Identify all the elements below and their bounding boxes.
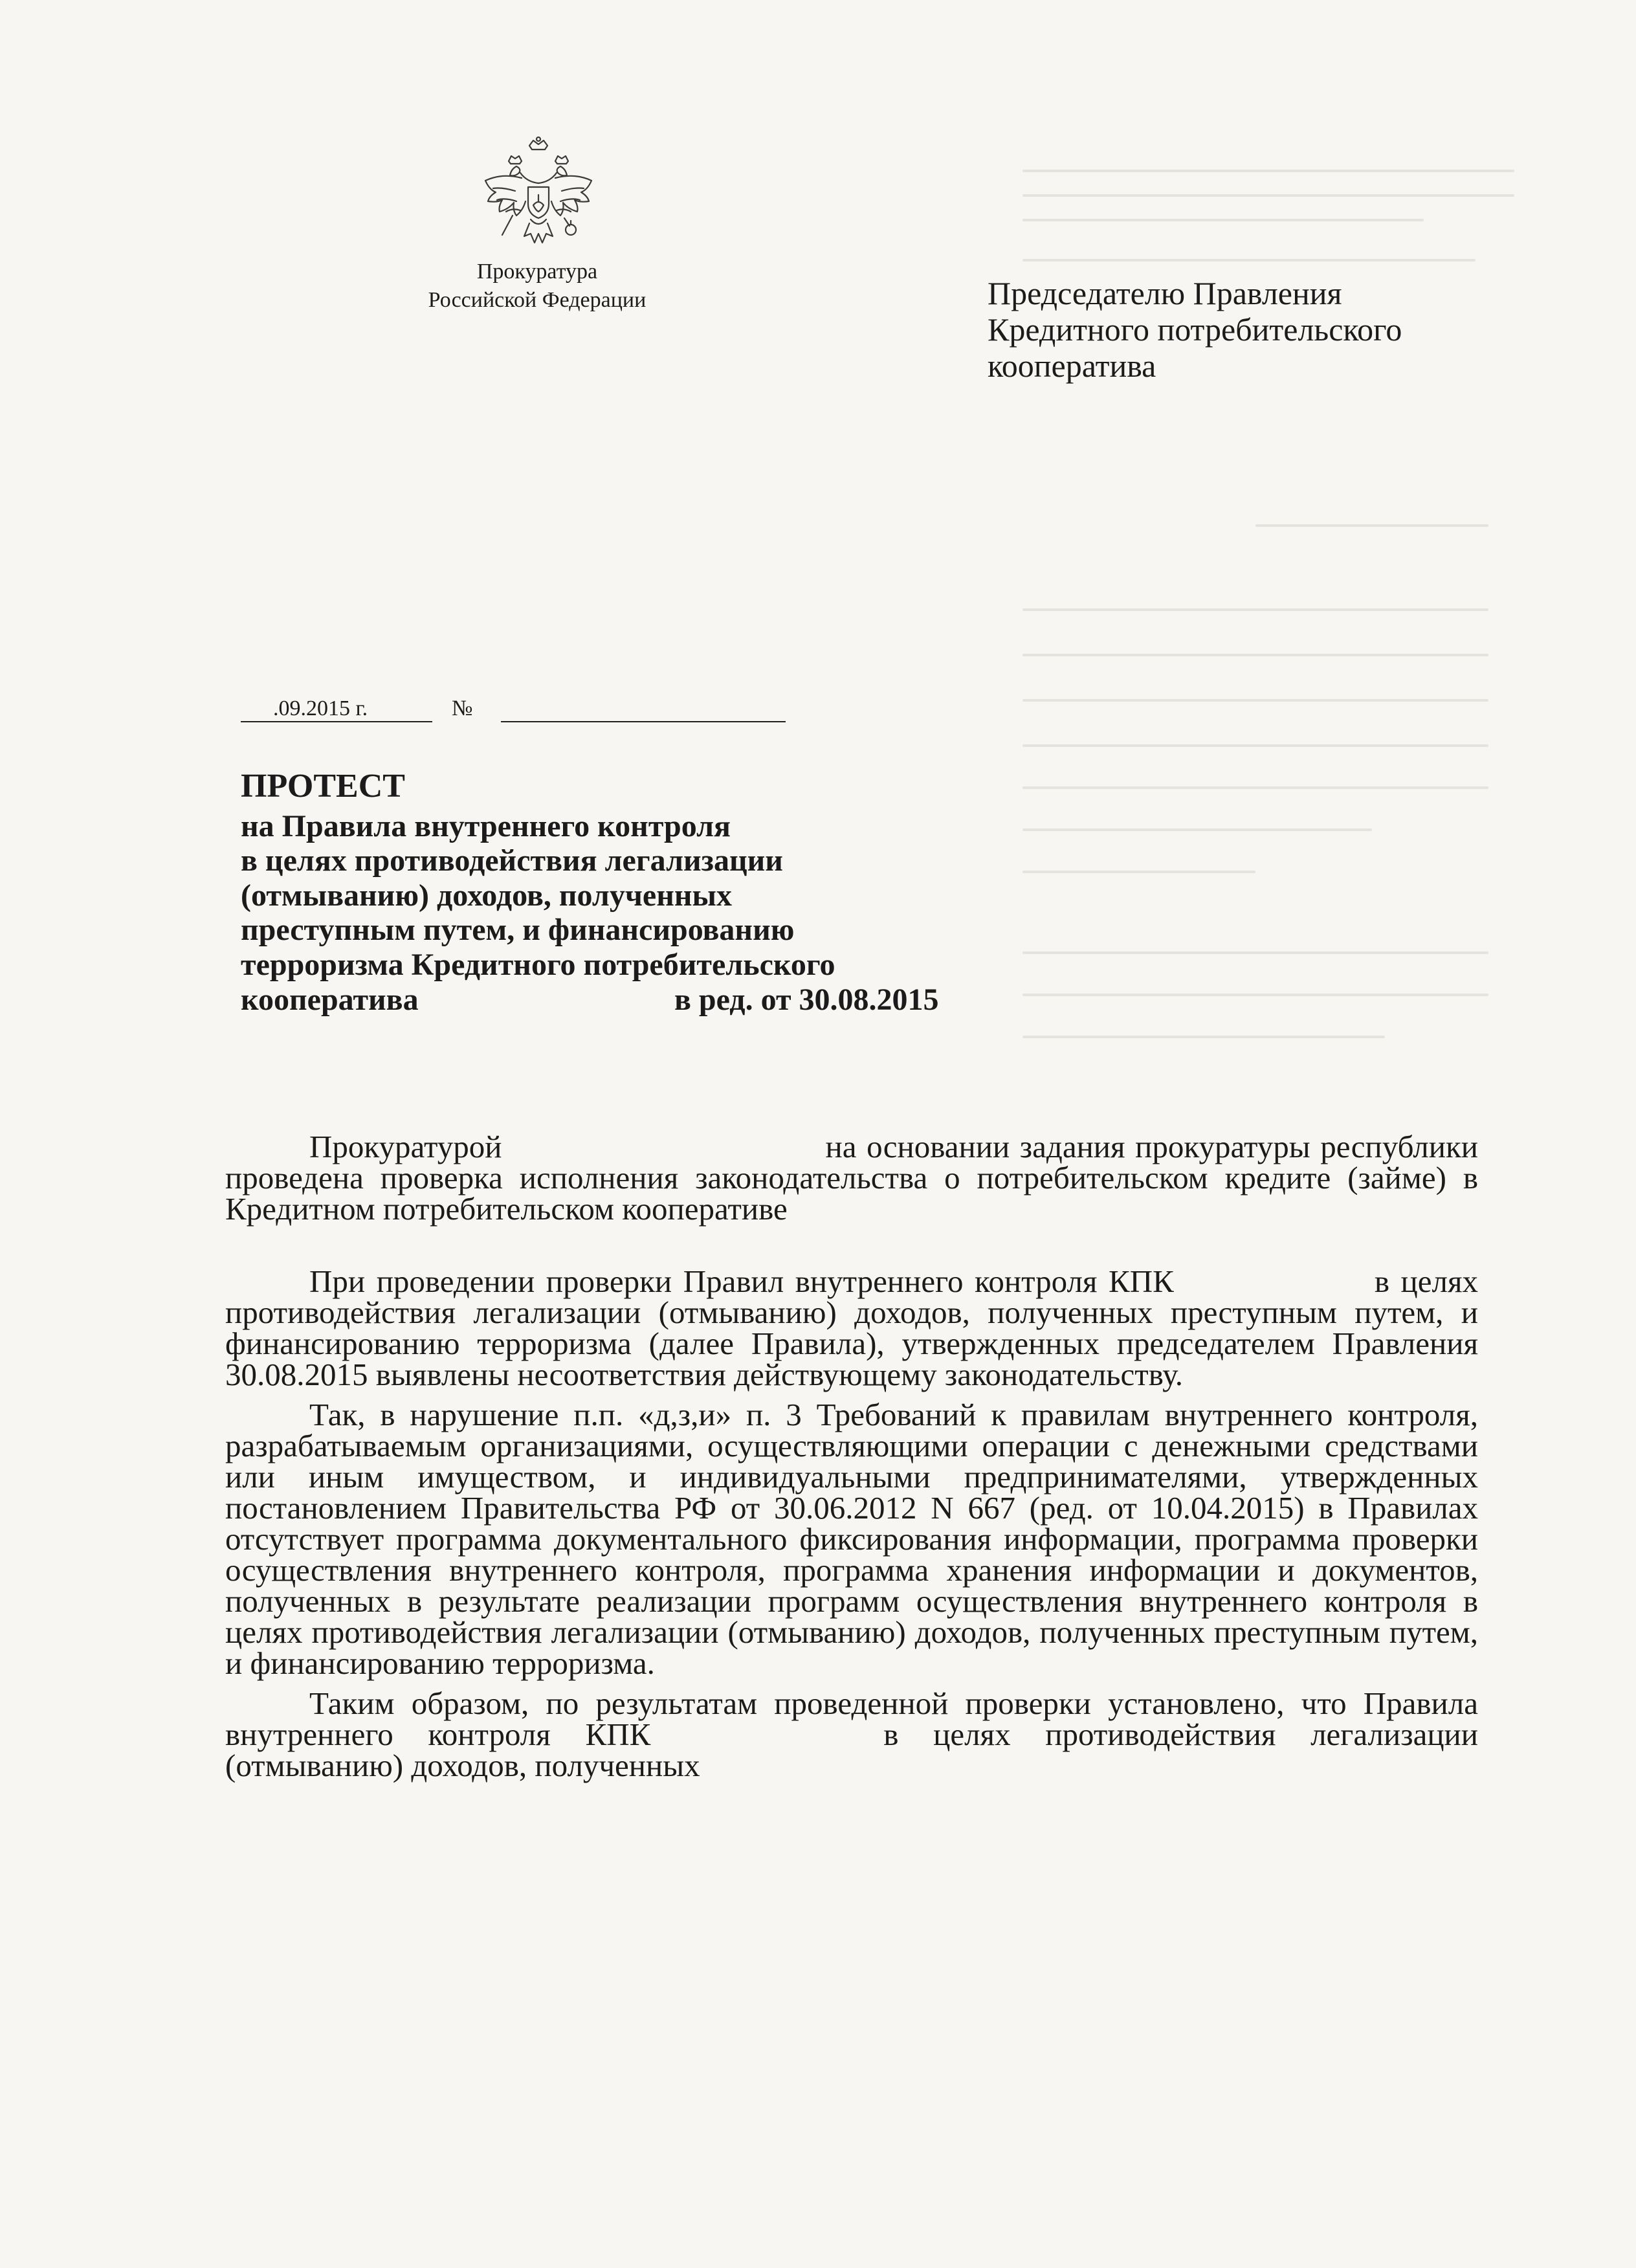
- title-line: в целях противодействия легализации: [241, 843, 783, 878]
- paragraph-2-rest: в целях противодействия легализации (отмыванию) доходов, полученных преступным путем, и финансированию терроризма (далее Правила), утвержденных председателем Правления 30.08.2015 выявлены несоответствия действующему законодательству.: [225, 1263, 1478, 1392]
- number-blank-line: [501, 696, 786, 722]
- number-label: №: [452, 696, 473, 720]
- bleed-through-mark: [1022, 951, 1488, 954]
- bleed-through-mark: [1022, 219, 1424, 221]
- bleed-through-mark: [1022, 994, 1488, 996]
- addressee-line-1: Председателю Правления: [988, 275, 1342, 311]
- bleed-through-mark: [1022, 654, 1488, 656]
- title-line: (отмыванию) доходов, полученных: [241, 878, 732, 913]
- bleed-through-mark: [1022, 699, 1488, 702]
- title-last-row: [241, 983, 1017, 1017]
- paragraph-1-rest: на основании задания прокуратуры республики проведена проверка исполнения законодательства о потребительском кредите (займе) в Кредитном потребительском кооперативе: [225, 1129, 1478, 1227]
- title-line: преступным путем, и финансированию: [241, 913, 795, 948]
- paragraph-4: [225, 1685, 1478, 1783]
- paragraph-1: [225, 1131, 1478, 1225]
- paragraph-2-start: При проведении проверки Правил внутреннего контроля КПК: [309, 1263, 1174, 1299]
- bleed-through-mark: [1022, 194, 1514, 197]
- document-body: [225, 1131, 1478, 1790]
- title-heading: ПРОТЕСТ: [241, 768, 405, 805]
- title-line: кооператива: [241, 982, 419, 1017]
- bleed-through-mark: [1022, 786, 1488, 789]
- bleed-through-mark: [1022, 608, 1488, 611]
- bleed-through-mark: [1022, 828, 1372, 831]
- bleed-through-mark: [1255, 524, 1488, 527]
- paragraph-3: Так, в нарушение п.п. «д,з,и» п. 3 Требований к правилам внутреннего контроля, разрабатываемым организациями, осуществляющими операции с денежными средствами или иным имуществом, и индивидуальными предпринимателями, утвержденных постановлением Правительства РФ от 30.06.2012 N 667 (ред. от 10.04.2015) в Правилах отсутствует программа документального фиксирования информации, программа проверки осуществления внутреннего контроля, программа хранения информации и документов, полученных в результате реализации программ осуществления внутреннего контроля в целях противодействия легализации (отмыванию) доходов, полученных преступным путем, и финансированию терроризма.: [225, 1397, 1478, 1681]
- addressee-block: [988, 275, 1570, 384]
- bleed-through-mark: [1022, 744, 1488, 747]
- paragraph-4-start: Таким образом, по результатам проведенной проверки установлено, что Правила внутреннего контроля КПК: [225, 1685, 1478, 1752]
- double-headed-eagle-emblem-icon: [474, 133, 603, 262]
- document-title: [241, 769, 1017, 1017]
- paragraph-1-start: Прокуратурой: [309, 1129, 502, 1164]
- bleed-through-mark: [1022, 259, 1476, 261]
- org-line-2: Российской Федерации: [428, 288, 647, 312]
- org-line-1: Прокуратура: [476, 260, 598, 284]
- bleed-through-mark: [1022, 1036, 1385, 1038]
- document-date: .09.2015 г.: [241, 696, 432, 722]
- paragraph-2: [225, 1263, 1478, 1392]
- date-number-line: [241, 696, 786, 722]
- title-line: терроризма Кредитного потребительского: [241, 947, 835, 982]
- title-line: на Правила внутреннего контроля: [241, 808, 731, 843]
- bleed-through-mark: [1022, 170, 1514, 172]
- title-edition: в ред. от 30.08.2015: [674, 982, 939, 1017]
- issuing-authority: [349, 258, 725, 315]
- addressee-line-2: Кредитного потребительского: [988, 311, 1402, 348]
- bleed-through-mark: [1022, 871, 1255, 873]
- addressee-line-3: кооператива: [988, 348, 1156, 384]
- paragraph-4-rest: в целях противодействия легализации (отмыванию) доходов, полученных: [225, 1717, 1478, 1783]
